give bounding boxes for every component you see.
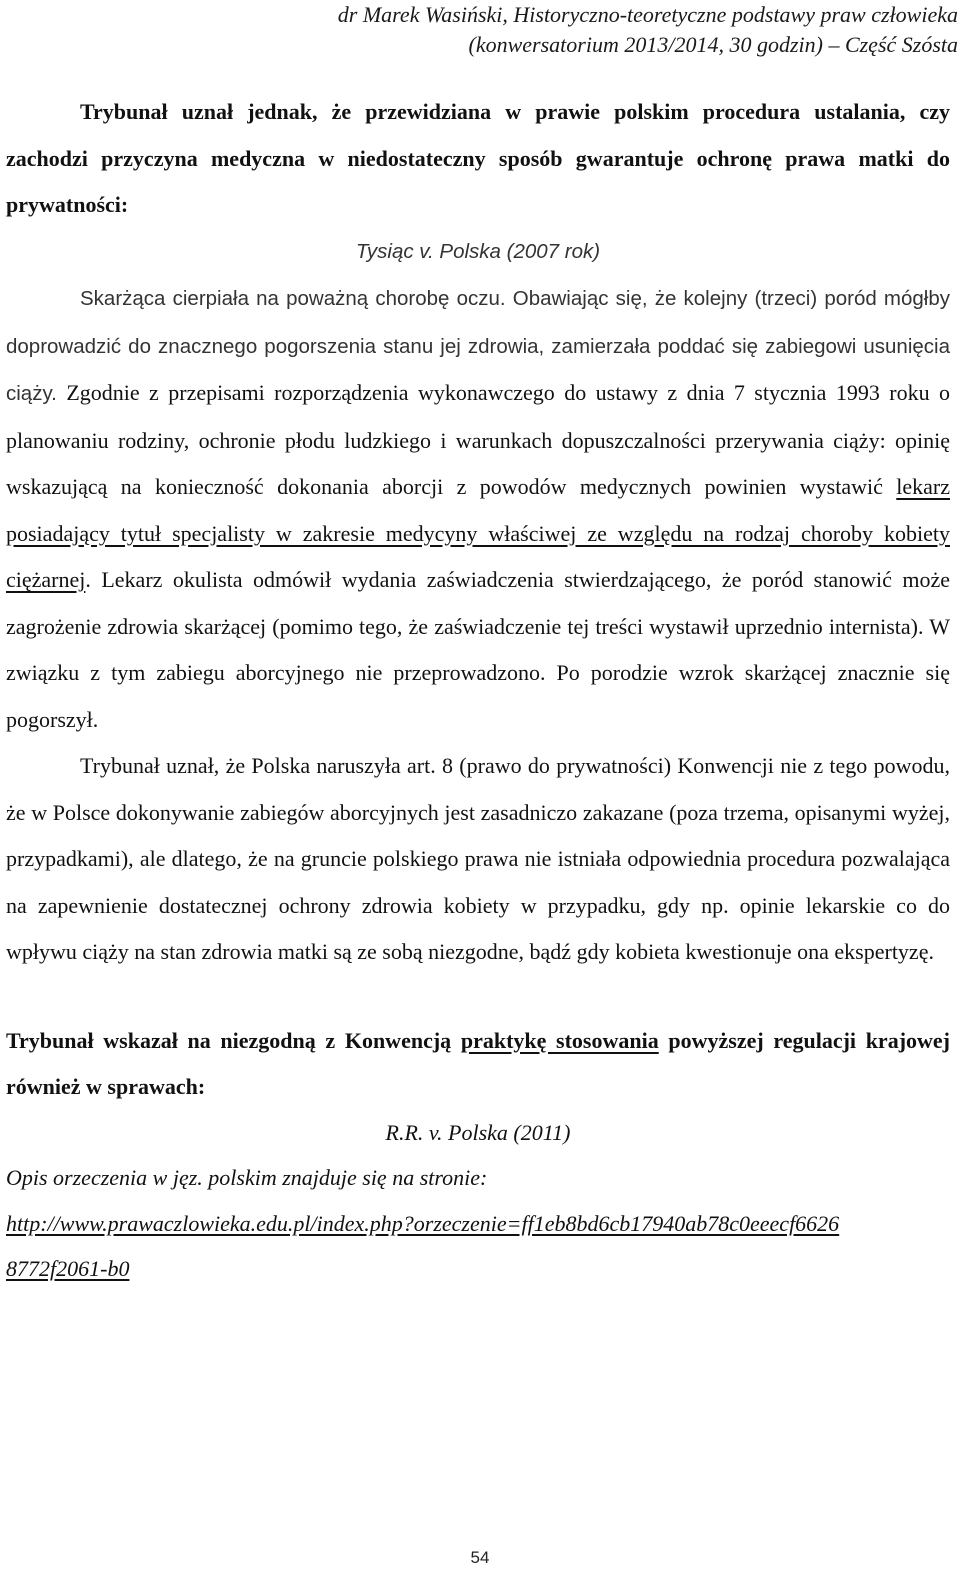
case-title-rr [6, 1111, 950, 1155]
case-link[interactable] [6, 1201, 950, 1291]
section2-intro-post: powyższej regulacji krajowej również w sprawach: [6, 1027, 951, 1099]
header-line-2: (konwersatorium 2013/2014, 30 godzin) – Część Szósta [468, 32, 958, 57]
case-facts-text-pre: Zgodnie z przepisami rozporządzenia wykonawczego do ustawy z dnia 7 stycznia 1993 roku o planowaniu rodziny, ochronie płodu ludzkiego i warunkach dopuszczalności przerywania ciąży: opinię wskazującą na konieczność dokonania aborcji z powodów medycznych powinien wystawić [6, 380, 950, 499]
case-facts-sans-text: Skarżąca cierpiała na poważną chorobę oczu. Obawiając się, że kolejny (trzeci) poród mógłby doprowadzić do znacznego pogorszenia stanu jej zdrowia, zamierzała poddać się zabiegowi usunięcia ciąży. [6, 287, 950, 405]
document-body [6, 89, 950, 1291]
case-facts-underlined-text: lekarz posiadający tytuł specjalisty w zakresie medycyny właściwej ze względu na rodzaj choroby kobiety ciężarnej [6, 474, 950, 592]
section2-intro-pre: Trybunał wskazał na niezgodną z Konwencją [6, 1027, 461, 1053]
header-line-1: dr Marek Wasiński, Historyczno-teoretyczne podstawy praw człowieka [337, 2, 958, 27]
case-title-rr-text: R.R. v. Polska (2011) [385, 1119, 571, 1145]
link-note: Opis orzeczenia w jęz. polskim znajduje się na stronie: [6, 1164, 488, 1190]
section2-intro [6, 1018, 950, 1111]
page-number: 54 [470, 1548, 490, 1567]
case-link-line-2[interactable]: 8772f2061-b0 [6, 1255, 130, 1281]
case-facts-text-post: . Lekarz okulista odmówił wydania zaświadczenia stwierdzającego, że poród stanowić może zagrożenie zdrowia skarżącej (pomimo tego, że zaświadczenie tej treści wystawił uprzednio internista). W związku z tym zabiegu aborcyjnego nie przeprowadzono. Po porodzie wzrok skarżącej znacznie się pogorszył. [6, 567, 950, 732]
case-title-tysiac: Tysiąc v. Polska (2007 rok) [355, 239, 601, 263]
case-link-line-1[interactable]: http://www.prawaczlowieka.edu.pl/index.php?orzeczenie=ff1eb8bd6cb17940ab78c0eeecf6626 [6, 1210, 840, 1236]
page-header [0, 0, 960, 60]
ruling-paragraph: Trybunał uznał, że Polska naruszyła art. 8 (prawo do prywatności) Konwencji nie z tego powodu, że w Polsce dokonywanie zabiegów aborcyjnych jest zasadniczo zakazane (poza trzema, opisanymi wyżej, przypadkami), ale dlatego, że na gruncie polskiego prawa nie istniała odpowiednia procedura pozwalająca na zapewnienie dostatecznej ochrony zdrowia kobiety w przypadku, gdy np. opinie lekarskie co do wpływu ciąży na stan zdrowia matki są ze sobą niezgodne, bądź gdy kobieta kwestionuje ona ekspertyzę. [6, 753, 950, 964]
section1-intro: Trybunał uznał jednak, że przewidziana w prawie polskim procedura ustalania, czy zachodzi przyczyna medyczna w niedostateczny sposób gwarantuje ochronę prawa matki do prywatności: [6, 99, 950, 217]
case-facts-paragraph [6, 275, 950, 743]
section2-intro-underlined: praktykę stosowania [460, 1027, 659, 1053]
